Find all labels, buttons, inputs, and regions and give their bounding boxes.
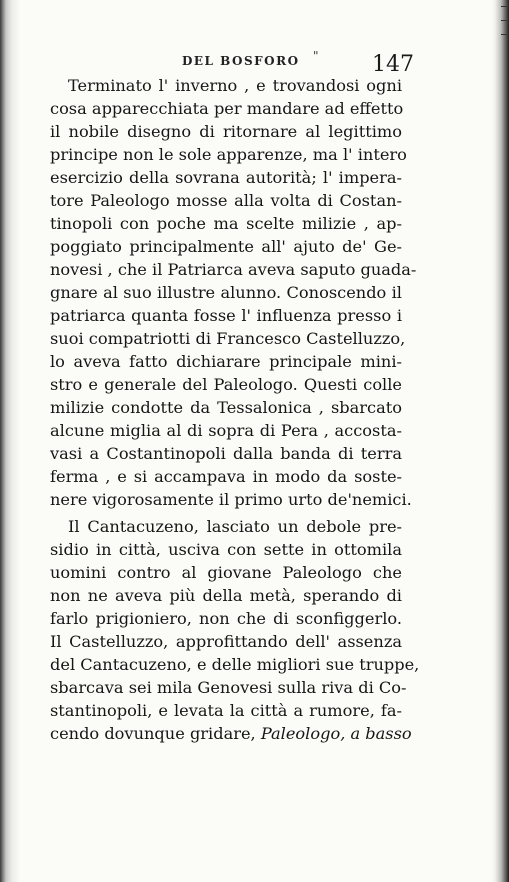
text-line: Il Castelluzzo, approfittando dell' assenza — [50, 632, 402, 651]
text-line: non ne aveva più della metà, sperando di — [50, 586, 402, 605]
text-line: tinopoli con poche ma scelte milizie , ap- — [50, 214, 402, 233]
text-line: sidio in città, usciva con sette in ottomila — [50, 540, 402, 559]
text-line: cosa apparecchiata per mandare ad effetto — [50, 99, 404, 118]
page-number: 147 — [372, 52, 414, 77]
body-text — [50, 74, 420, 745]
running-head: DEL BOSFORO — [182, 54, 300, 68]
text-line: novesi , che il Patriarca aveva saputo guada- — [50, 260, 417, 279]
text-line-last — [50, 722, 412, 745]
running-head-mark: " — [313, 49, 319, 63]
text-line: patriarca quanta fosse l' influenza presso i — [50, 306, 402, 325]
text-line: tore Paleologo mosse alla volta di Costan- — [50, 191, 402, 210]
text-line: farlo prigioniero, non che di sconfiggerlo. — [50, 609, 402, 628]
text-line: nere vigorosamente il primo urto de'nemici. — [50, 490, 412, 509]
text-line: ferma , e si accampava in modo da soste- — [50, 467, 402, 486]
text-line: poggiato principalmente all' ajuto de' Ge- — [50, 237, 402, 256]
text-line: Terminato l' inverno , e trovandosi ogni — [68, 76, 402, 95]
paragraph — [50, 74, 417, 511]
text-line: del Cantacuzeno, e delle migliori sue truppe, — [50, 655, 420, 674]
text-line: lo aveva fatto dichiarare principale mini- — [50, 352, 402, 371]
text-line: esercizio della sovrana autorità; l' impera- — [50, 168, 402, 187]
text-line-lead: cendo dovunque gridare, — [50, 724, 256, 743]
text-line: vasi a Costantinopoli dalla banda di terra — [50, 444, 402, 463]
text-line: il nobile disegno di ritornare al legittimo — [50, 122, 402, 141]
text-line: principe non le sole apparenze, ma l' intero — [50, 145, 407, 164]
italic-phrase: Paleologo, a basso — [260, 724, 412, 743]
text-line: sbarcava sei mila Genovesi sulla riva di Co- — [50, 678, 407, 697]
text-line: stantinopoli, e levata la città a rumore, fa- — [50, 701, 402, 720]
text-line: Il Cantacuzeno, lasciato un debole pre- — [68, 517, 402, 536]
page-left-edge-shadow — [0, 0, 20, 882]
text-line: stro e generale del Paleologo. Questi colle — [50, 375, 402, 394]
text-line: gnare al suo illustre alunno. Conoscendo il — [50, 283, 402, 302]
paragraph — [50, 515, 420, 745]
text-line: suoi compatriotti di Francesco Castelluzzo, — [50, 329, 406, 348]
text-line: alcune miglia al di sopra di Pera , accosta- — [50, 421, 402, 440]
text-line: uomini contro al giovane Paleologo che — [50, 563, 402, 582]
text-line: milizie condotte da Tessalonica , sbarcato — [50, 398, 402, 417]
page-right-edge-shadow — [491, 0, 509, 882]
